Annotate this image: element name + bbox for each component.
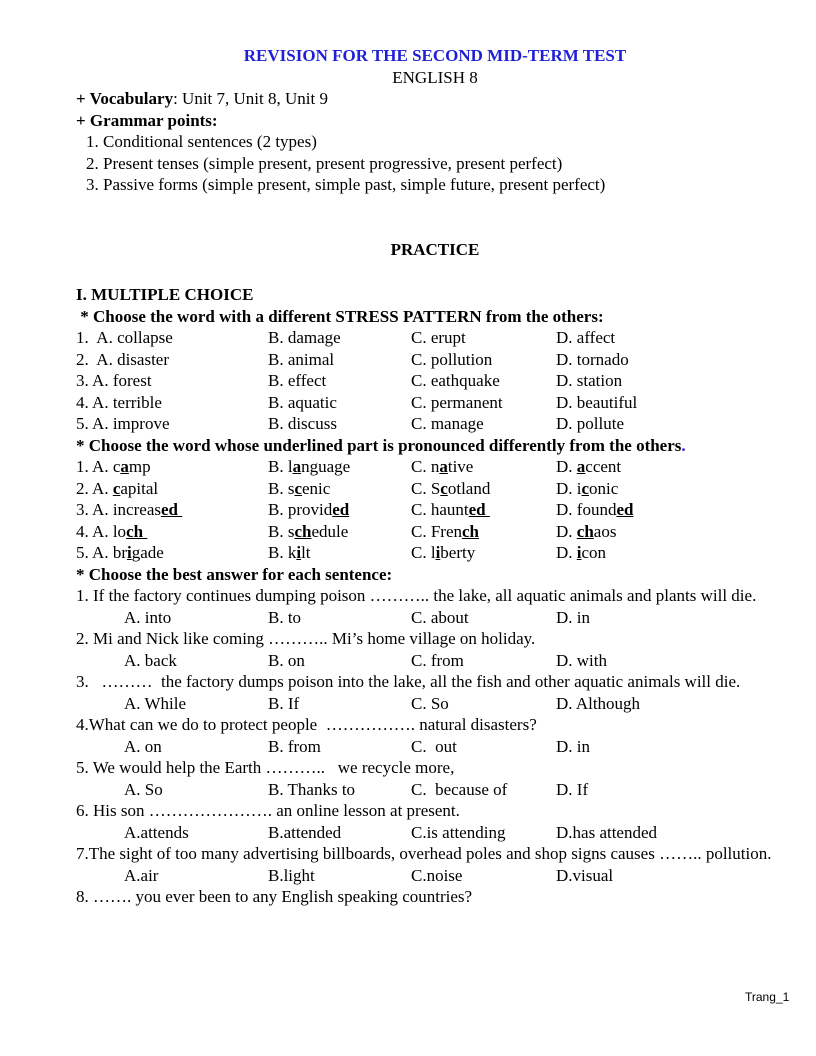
underlined-sound: c [581,478,590,498]
option-text: C. l [411,543,436,562]
answer-option[interactable]: 1. A. collapse [76,328,173,347]
answer-option[interactable]: C. So [411,693,449,713]
option-text: apital [120,478,159,498]
answer-option[interactable] [556,542,606,564]
answer-option[interactable]: C. permanent [411,392,503,412]
answer-option[interactable]: 3. A. forest [76,371,152,390]
answer-option[interactable] [76,542,268,564]
answer-option[interactable]: C. pollution [411,349,493,369]
answer-option[interactable]: D. affect [556,328,616,347]
answer-option[interactable]: D. beautiful [556,392,638,412]
grammar-item: 1. Conditional sentences (2 types) [86,132,317,151]
answer-option[interactable] [411,542,556,564]
answer-options-row [76,822,794,844]
answer-option[interactable]: D. station [556,371,623,390]
answer-option[interactable]: A. So [124,779,163,799]
answer-option[interactable] [268,478,411,500]
answer-option[interactable] [411,456,556,478]
underlined-sound: c [112,478,121,498]
answer-option[interactable]: 5. A. improve [76,414,170,433]
answer-option[interactable] [76,478,268,500]
pronunciation-question-row [76,499,794,521]
answer-options-row [76,693,794,715]
option-text: D. [556,457,577,476]
answer-option[interactable]: C. from [411,650,464,670]
underlined-sound: ch [126,521,148,541]
answer-options-row [76,865,794,887]
underlined-sound: i [296,543,302,562]
answer-option[interactable]: D. If [556,779,589,799]
stress-question-row [76,413,794,435]
answer-option[interactable]: D.has attended [556,822,658,842]
option-text: C. n [411,457,440,476]
vocabulary-value: : Unit 7, Unit 8, Unit 9 [173,89,328,108]
answer-option[interactable]: D. in [556,736,590,756]
answer-option[interactable]: B. on [268,650,305,670]
stress-question-row [76,327,794,349]
answer-option[interactable] [76,456,268,478]
underlined-sound: ch [462,521,479,541]
answer-option[interactable]: B. discuss [268,414,337,433]
pronunciation-question-list [76,456,794,564]
answer-option[interactable] [556,478,618,500]
pronunciation-instruction-text: * Choose the word whose underlined part is pronounced differently from the others [76,435,682,455]
option-text: 5. A. br [76,543,127,562]
answer-options-row [76,779,794,801]
answer-option[interactable]: A. While [124,693,187,713]
underlined-sound: a [292,457,302,476]
answer-option[interactable]: A.attends [124,822,189,842]
question-text: 4.What can we do to protect people ……………. natural disasters? [76,715,537,734]
document-title: REVISION FOR THE SECOND MID-TERM TEST [243,46,627,65]
underlined-sound: c [294,478,303,498]
option-text: ccent [585,457,622,476]
answer-option[interactable]: B. damage [268,328,341,347]
underlined-sound: a [120,457,129,476]
practice-heading: PRACTICE [390,239,480,259]
vocabulary-label: + Vocabulary [76,89,174,108]
answer-option[interactable]: B. aquatic [268,392,337,412]
answer-option[interactable]: D. tornado [556,349,629,369]
underlined-sound: c [440,478,448,498]
stress-question-row [76,370,794,392]
answer-option[interactable]: B.attended [268,822,342,842]
answer-option[interactable]: B.light [268,865,315,885]
option-text: 1. A. c [76,457,121,476]
answer-option[interactable]: A. back [124,650,177,670]
answer-option[interactable]: C. erupt [411,328,466,347]
answer-option[interactable] [411,478,556,500]
option-text: B. provid [268,500,333,519]
pronunciation-question-row [76,456,794,478]
answer-option[interactable]: D. pollute [556,414,624,433]
grammar-item: 2. Present tenses (simple present, present progressive, present perfect) [86,153,563,173]
stress-instruction: * Choose the word with a different STRESS PATTERN from the others: [76,306,604,326]
answer-option[interactable]: C. out [411,736,457,756]
question-text: 1. If the factory continues dumping poison ……….. the lake, all aquatic animals and plants will die. [76,586,757,605]
answer-option[interactable]: D. with [556,650,607,670]
option-text: otland [447,478,491,498]
underlined-sound: ed [160,500,183,519]
option-text: C. Fren [411,521,462,541]
answer-option[interactable]: B. animal [268,349,335,369]
option-text: tive [447,457,474,476]
pronunciation-instruction-period: . [681,435,686,455]
underlined-sound: ed [616,500,634,519]
stress-question-list [76,327,794,435]
option-text: C. haunt [411,500,469,519]
option-text: C. S [411,478,441,498]
answer-options-row [76,607,794,629]
document-page [76,45,794,908]
underlined-sound: ch [294,521,312,541]
option-text: D. i [556,478,582,498]
option-text: lt [301,543,311,562]
option-text: enic [302,478,331,498]
page-number: Trang_1 [745,990,790,1004]
answer-option[interactable]: C. eathquake [411,371,500,390]
answer-option[interactable]: B. from [268,736,321,756]
option-text: B. k [268,543,297,562]
question-text: 2. Mi and Nick like coming ……….. Mi’s home village on holiday. [76,629,536,648]
question-text: 5. We would help the Earth ……….. we recycle more, [76,758,455,777]
answer-option[interactable] [556,521,616,543]
answer-option[interactable] [268,521,411,543]
answer-option[interactable] [411,499,556,521]
option-text: con [581,543,607,562]
underlined-sound: i [576,543,582,562]
document-subtitle: ENGLISH 8 [392,67,478,87]
section-heading: I. MULTIPLE CHOICE [76,285,254,304]
answer-option[interactable]: C. about [411,607,469,627]
pronunciation-question-row [76,478,794,500]
underlined-sound: i [435,543,441,562]
option-text: B. l [268,457,293,476]
answer-option[interactable]: B. effect [268,371,327,390]
question-text: 8. ……. you ever been to any English speaking countries? [76,887,473,906]
underlined-sound: a [576,457,586,476]
answer-option[interactable]: A.air [124,865,159,885]
option-text: berty [440,543,476,562]
question-text: 7.The sight of too many advertising billboards, overhead poles and shop signs causes …….. pollution. [76,844,772,863]
answer-option[interactable]: C.is attending [411,822,506,842]
pronunciation-instruction [76,435,794,457]
option-text: onic [589,478,619,498]
underlined-sound: a [439,457,448,476]
answer-option[interactable]: D. Although [556,693,641,713]
question-text: 3. ……… the factory dumps poison into the lake, all the fish and other aquatic animals will die. [76,672,741,691]
option-text: B. s [268,521,295,541]
answer-option[interactable] [76,521,268,543]
question-text: 6. His son …………………. an online lesson at present. [76,801,460,820]
answer-option[interactable]: C. manage [411,414,484,433]
underlined-sound: ch [576,521,594,541]
answer-option[interactable]: B. to [268,607,302,627]
underlined-sound: i [127,543,132,562]
answer-option[interactable]: 2. A. disaster [76,349,170,369]
option-text: D. [556,543,577,562]
answer-option[interactable]: C.noise [411,865,463,885]
option-text: D. found [556,500,617,519]
option-text: 2. A. [76,478,113,498]
option-text: gade [131,543,164,562]
answer-option[interactable]: B. Thanks to [268,779,356,799]
answer-option[interactable]: D.visual [556,865,614,885]
answer-option[interactable]: A. into [124,607,172,627]
answer-option[interactable]: 4. A. terrible [76,392,162,412]
answer-option[interactable]: D. in [556,607,590,627]
answer-option[interactable] [268,499,411,521]
underlined-sound: ed [332,500,350,519]
answer-option[interactable]: C. because of [411,779,508,799]
underlined-sound: ed [468,500,490,519]
answer-option[interactable] [76,499,268,521]
option-text: edule [311,521,349,541]
answer-option[interactable]: A. on [124,736,162,756]
option-text: B. s [268,478,295,498]
answer-options-row [76,650,794,672]
answer-option[interactable]: B. If [268,693,300,713]
answer-option[interactable] [556,456,621,478]
stress-question-row [76,392,794,414]
option-text: 3. A. increas [76,500,161,519]
grammar-label: + Grammar points: [76,110,218,130]
pronunciation-question-row [76,521,794,543]
vocabulary-line [76,88,794,110]
option-text: aos [593,521,617,541]
best-answer-question-list [76,585,794,908]
answer-options-row [76,736,794,758]
answer-option[interactable] [268,456,411,478]
answer-option[interactable] [268,542,411,564]
best-answer-instruction: * Choose the best answer for each sentence: [76,564,393,584]
option-text: mp [128,457,151,476]
option-text: 4. A. lo [76,521,127,541]
answer-option[interactable] [411,521,556,543]
stress-question-row [76,349,794,371]
grammar-item: 3. Passive forms (simple present, simple past, simple future, present perfect) [86,175,606,194]
option-text: D. [556,521,577,541]
pronunciation-question-row [76,542,794,564]
option-text: nguage [301,457,351,476]
answer-option[interactable] [556,499,633,521]
